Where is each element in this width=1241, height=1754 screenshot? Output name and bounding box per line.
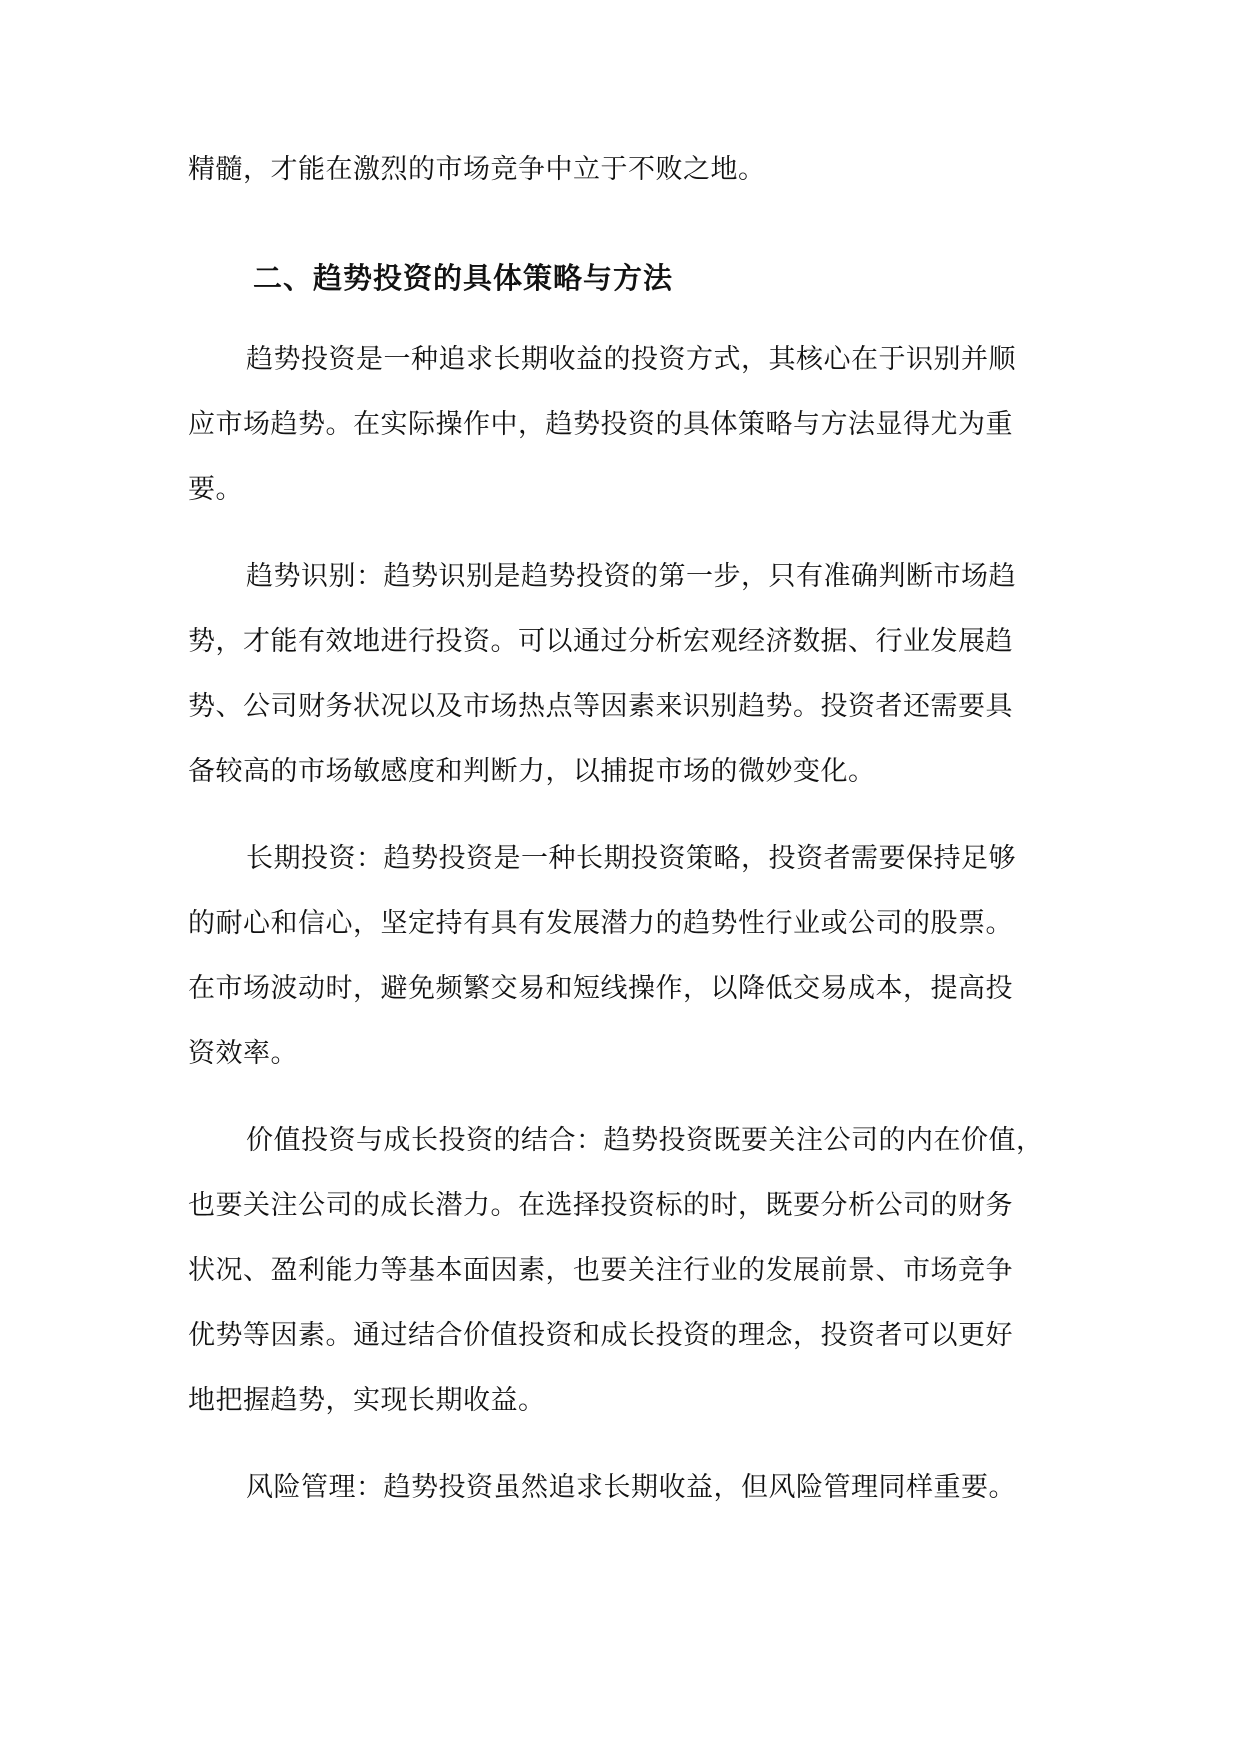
paragraph-line: 价值投资与成长投资的结合：趋势投资既要关注公司的内在价值， (246, 1125, 1044, 1156)
paragraph-line: 也要关注公司的成长潜力。在选择投资标的时，既要分析公司的财务 (188, 1190, 1013, 1221)
paragraph-line: 状况、盈利能力等基本面因素，也要关注行业的发展前景、市场竞争 (188, 1255, 1013, 1286)
section-heading: 二、趋势投资的具体策略与方法 (253, 261, 674, 295)
paragraph-line: 地把握趋势，实现长期收益。 (188, 1385, 546, 1416)
continuation-line: 精髓，才能在激烈的市场竞争中立于不败之地。 (188, 154, 766, 185)
paragraph-line: 的耐心和信心，坚定持有具有发展潜力的趋势性行业或公司的股票。 (188, 908, 1013, 939)
paragraph-line: 势、公司财务状况以及市场热点等因素来识别趋势。投资者还需要具 (188, 691, 1013, 722)
paragraph-line: 趋势投资是一种追求长期收益的投资方式，其核心在于识别并顺 (246, 344, 1016, 375)
paragraph-line: 趋势识别：趋势识别是趋势投资的第一步，只有准确判断市场趋 (246, 561, 1016, 592)
paragraph-line: 资效率。 (188, 1038, 298, 1069)
paragraph-line: 长期投资：趋势投资是一种长期投资策略，投资者需要保持足够 (246, 843, 1016, 874)
paragraph-line: 势，才能有效地进行投资。可以通过分析宏观经济数据、行业发展趋 (188, 626, 1013, 657)
paragraph-line: 优势等因素。通过结合价值投资和成长投资的理念，投资者可以更好 (188, 1320, 1013, 1351)
paragraph-line: 应市场趋势。在实际操作中，趋势投资的具体策略与方法显得尤为重 (188, 409, 1013, 440)
paragraph-line: 在市场波动时，避免频繁交易和短线操作，以降低交易成本，提高投 (188, 973, 1013, 1004)
paragraph-line: 风险管理：趋势投资虽然追求长期收益，但风险管理同样重要。 (246, 1472, 1016, 1503)
paragraph-line: 备较高的市场敏感度和判断力，以捕捉市场的微妙变化。 (188, 756, 876, 787)
paragraph-line: 要。 (188, 474, 243, 505)
